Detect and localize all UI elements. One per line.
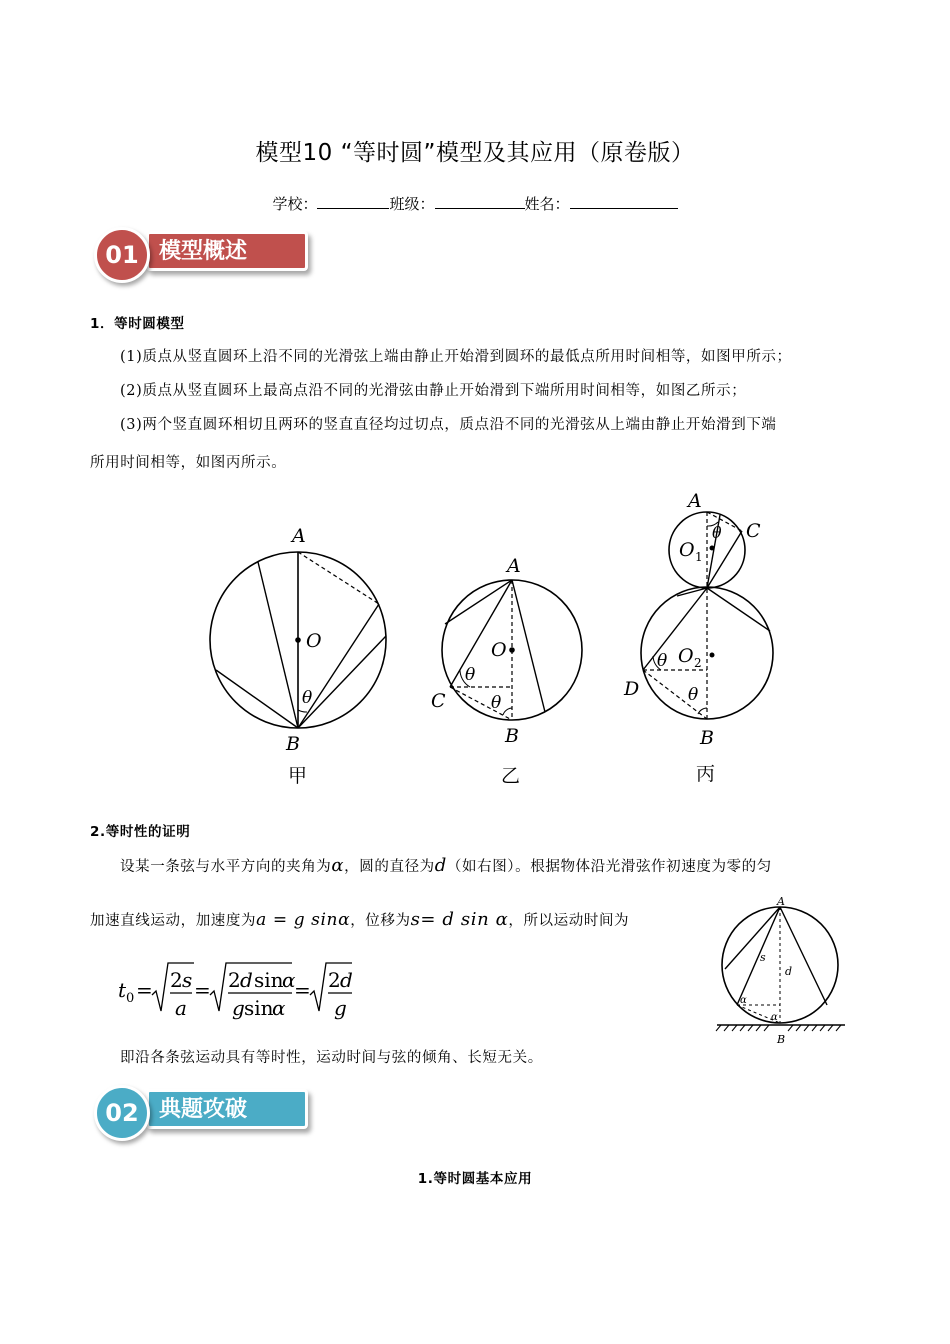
label-o: O (306, 630, 322, 652)
part2-line1 (120, 856, 772, 877)
part1-item1: (1)质点从竖直圆环上沿不同的光滑弦上端由静止开始滑到圆环的最低点所用时间相等，如图甲所示； (120, 349, 792, 365)
part3-heading: 1.等时圆基本应用 (417, 1171, 533, 1187)
svg-text:g: g (334, 996, 347, 1020)
svg-text:2: 2 (228, 968, 241, 992)
svg-text:α: α (272, 996, 286, 1020)
center-dot (509, 647, 515, 653)
symbol-d: d (434, 855, 447, 876)
label-b: B (286, 733, 300, 755)
label-o: O (491, 639, 507, 661)
page-title: 模型10 “等时圆”模型及其应用（原卷版） (255, 140, 695, 166)
svg-text:a: a (175, 996, 187, 1020)
formula-acceleration: a = g sinα (256, 910, 351, 930)
chord (780, 907, 827, 1005)
svg-text:d: d (340, 968, 353, 992)
label-b: B (777, 1033, 786, 1046)
figure-jia (200, 520, 400, 790)
school-blank[interactable] (317, 194, 389, 209)
label-a: A (688, 490, 702, 512)
class-label: 班级： (389, 195, 435, 213)
svg-text:g: g (232, 996, 245, 1020)
section-header-problems (94, 1085, 334, 1147)
figure-yi (425, 550, 595, 790)
text: ，所以运动时间为 (508, 913, 630, 929)
formula-time (112, 955, 372, 1023)
svg-text:2: 2 (328, 968, 341, 992)
figure-proof (715, 895, 855, 1047)
label-alpha: α (771, 1012, 778, 1023)
svg-text:α: α (282, 968, 296, 992)
angle-arc (503, 708, 512, 715)
part2-line2 (90, 910, 629, 931)
chord (512, 580, 545, 712)
svg-text:2: 2 (170, 968, 183, 992)
svg-text:=: = (294, 978, 311, 1002)
label-a: A (777, 895, 785, 908)
label-theta: θ (712, 523, 722, 542)
center-dot-2 (710, 653, 715, 658)
section-title-box: 模型概述 (146, 231, 308, 271)
label-d: D (624, 678, 640, 700)
label-a: A (292, 525, 306, 547)
center-dot-1 (710, 546, 715, 551)
part2-heading: 2.等时性的证明 (90, 824, 191, 840)
part1-heading: 1．等时圆模型 (90, 316, 185, 332)
label-b: B (700, 727, 714, 749)
ground-hatching (716, 1025, 841, 1031)
label-b: B (505, 725, 519, 747)
label-c: C (431, 690, 446, 712)
text: 加速直线运动，加速度为 (90, 913, 257, 929)
caption-yi: 乙 (501, 765, 521, 787)
part2-conclusion: 即沿各条弦运动具有等时性，运动时间与弦的倾角、长短无关。 (120, 1050, 543, 1066)
svg-text:s: s (182, 968, 193, 992)
center-dot (295, 637, 301, 643)
formula-displacement: s= d sin α (410, 909, 509, 930)
caption-bing: 丙 (696, 763, 716, 785)
text: （如右图）。根据物体沿光滑弦作初速度为零的匀 (446, 859, 772, 875)
part1-item2: (2)质点从竖直圆环上最高点沿不同的光滑弦由静止开始滑到下端所用时间相等，如图乙所示； (120, 383, 747, 399)
svg-text:d: d (240, 968, 253, 992)
section-title-box: 典题攻破 (146, 1089, 308, 1129)
label-d: d (785, 965, 793, 978)
svg-text:=: = (136, 978, 153, 1002)
svg-text:0: 0 (126, 991, 135, 1006)
figure-bing (620, 488, 790, 788)
label-o1-subscript: 1 (695, 550, 703, 564)
chord-s (737, 907, 780, 1005)
part1-item3-line1: (3)两个竖直圆环相切且两环的竖直直径均过切点，质点沿不同的光滑弦从上端由静止开始滑到下端 (120, 417, 777, 433)
section-header-overview (94, 227, 334, 289)
chord (298, 604, 379, 728)
name-label: 姓名： (524, 195, 570, 213)
label-o2: O (678, 645, 694, 667)
part1-item3-line2: 所用时间相等，如图丙所示。 (90, 455, 287, 471)
symbol-alpha: α (331, 855, 345, 876)
label-alpha: α (740, 995, 747, 1006)
caption-jia: 甲 (288, 765, 308, 787)
label-o1: O (679, 539, 695, 561)
label-s: s (760, 951, 766, 964)
label-theta: θ (688, 685, 699, 705)
text: ，位移为 (350, 913, 411, 929)
chord-ac (450, 580, 512, 687)
label-a: A (507, 555, 521, 577)
svg-text:sin: sin (244, 996, 274, 1020)
angle-arc (298, 710, 307, 712)
label-theta: θ (657, 651, 668, 671)
name-blank[interactable] (570, 194, 678, 209)
school-label: 学校： (272, 195, 318, 213)
text: 设某一条弦与水平方向的夹角为 (120, 859, 332, 875)
chord (445, 580, 512, 624)
class-blank[interactable] (435, 194, 525, 209)
label-theta: θ (465, 665, 476, 685)
label-theta: θ (491, 693, 502, 713)
label-c: C (746, 520, 761, 542)
label-theta: θ (302, 688, 313, 708)
student-info-fields (0, 193, 950, 214)
dashed-cb (450, 687, 512, 720)
svg-text:t: t (118, 978, 127, 1002)
text: ，圆的直径为 (344, 859, 435, 875)
label-o2-subscript: 2 (694, 656, 702, 670)
svg-text:sin: sin (254, 968, 284, 992)
svg-text:=: = (194, 978, 211, 1002)
chord (725, 907, 780, 969)
section-number-badge: 02 (94, 1085, 150, 1141)
dashed-line (298, 552, 379, 604)
section-number-badge: 01 (94, 227, 150, 283)
